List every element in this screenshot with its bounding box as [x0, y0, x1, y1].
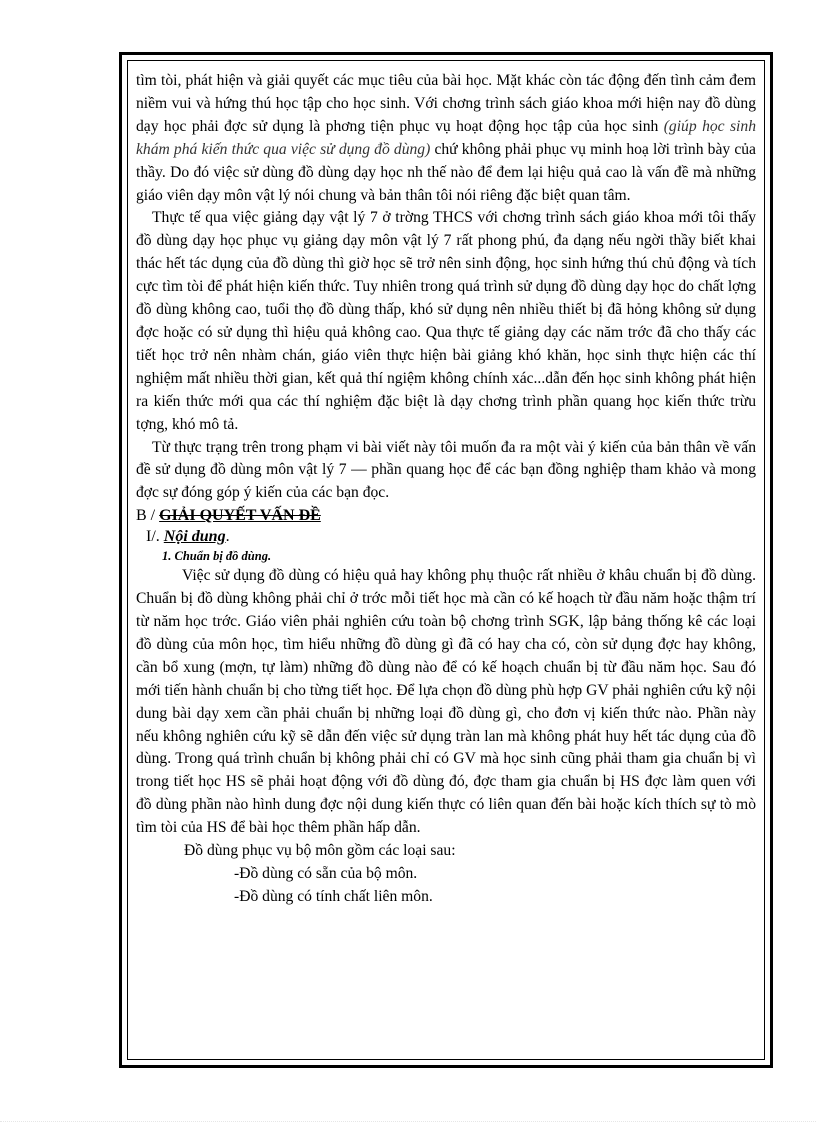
section-heading-b: B / GIẢI QUYẾT VẤN ĐỀ	[136, 507, 321, 525]
list-item: -Đồ dùng có sẵn của bộ môn.	[234, 865, 418, 882]
paragraph-reality: Thực tế qua việc giảng dạy vật lý 7 ở trờng THCS với chơng trình sách giáo khoa mới tôi thấy đồ dùng dạy học phục vụ giảng dạy môn vật lý 7 rất phong phú, đa dạng nếu ngời thầy biết khai thác hết tác dụng của đồ dùng thì giờ học sẽ trở nên sinh động, học sinh hứng thú chủ động và tích cực tìm tòi để phát hiện kiến thức. Tuy nhiên trong quá trình sử dụng đồ dùng dạy học do chất lợng đồ dùng không cao, tuổi thọ đồ dùng thấp, khó sử dụng nên nhiều thiết bị đã hỏng không sử dụng đợc hoặc có sử dụng thì hiệu quả không cao. Qua thực tế giảng dạy các năm trớc đã cho thấy các tiết học trở nên nhàm chán, giáo viên thực hiện bài giảng khó khăn, học sinh thực hiện các thí nghiệm mất nhiều thời gian, kết quả thí ngiệm không chính xác...dẫn đến học sinh không phát hiện ra kiến thức mới qua các thí nghiệm đặc biệt là dạy chơng trình phần quang học kiến thức trừu tợng, khó mô tả.	[136, 209, 756, 433]
document-body	[136, 70, 756, 909]
page-bottom-divider	[0, 1121, 816, 1122]
italic-note: (giúp học sinh khám phá kiến thức qua việc sử dụng đồ dùng)	[136, 117, 756, 158]
paragraph-purpose: Từ thực trạng trên trong phạm vi bài viết này tôi muốn đa ra một vài ý kiến của bản thân về vấn đề sử dụng đồ dùng môn vật lý 7 — phần quang học để các bạn đồng nghiệp tham khảo và mong đợc sự đóng góp ý kiến của các bạn đọc.	[136, 438, 756, 502]
subsection-heading-1: 1. Chuẩn bị đồ dùng.	[162, 549, 272, 564]
section-title-b: GIẢI QUYẾT VẤN ĐỀ	[159, 507, 321, 525]
list-intro: Đồ dùng phục vụ bộ môn gồm các loại sau:	[184, 842, 456, 860]
list-item: -Đồ dùng có tính chất liên môn.	[234, 887, 433, 905]
section-heading-i: I/. Nội dung.	[146, 528, 230, 546]
paragraph-preparation: Việc sử dụng đồ dùng có hiệu quả hay không phụ thuộc rất nhiều ở khâu chuẩn bị đồ dùng. Chuẩn bị đồ dùng không phải chỉ ở trớc mỗi tiết học mà cần có kế hoạch từ đầu năm hoặc thậm trí từ năm học trớc. Giáo viên phải nghiên cứu toàn bộ chơng trình SGK, lập bảng thống kê các loại đồ dùng của môn học, tìm hiểu những đồ dùng gì đã có hay cha có, còn sử dụng đợc hay không, cần bổ xung (mợn, tự làm) những đồ dùng nào để có kế hoạch chuẩn bị từ đầu năm học. Sau đó mới tiến hành chuẩn bị cho từng tiết học. Để lựa chọn đồ dùng phù hợp GV phải nghiên cứu kỹ nội dung bài dạy xem cần phải chuẩn bị những loại đồ dùng gì, cho đơn vị kiến thức nào. Phần này nếu không nghiên cứu kỹ sẽ dẫn đến việc sử dụng tràn lan mà không phát huy hết tác dụng của đồ dùng. Trong quá trình chuẩn bị không phải chỉ có GV mà học sinh cũng phải tham gia chuẩn bị vì trong tiết học HS sẽ phải hoạt động với đồ dùng đó, đợc tham gia chuẩn bị HS đợc làm quen với đồ dùng phần nào hình dung đợc nội dung kiến thực có liên quan đến bài hoặc kích thích sự tò mò tìm tòi của HS để bài học thêm phần hấp dẫn.	[136, 567, 756, 837]
section-title-i: Nội dung	[163, 528, 226, 546]
paragraph-intro: tìm tòi, phát hiện và giải quyết các mục tiêu của bài học. Mặt khác còn tác động đến tình cảm đem niềm vui và hứng thú học tập cho học sinh. Với chơng trình sách giáo khoa mới hiện nay đồ dùng dạy học phải đợc sử dụng là phơng tiện phục vụ hoạt động học tập của học sinh (giúp học sinh khám phá kiến thức qua việc sử dụng đồ dùng) chứ không phải phục vụ minh hoạ lời trình bày của thầy. Do đó việc sử dùng đồ dùng dạy học nh thế nào để đem lại hiệu quả cao là vấn đề mà những giáo viên dạy môn vật lý nói chung và bản thân tôi nói riêng đặc biệt quan tâm.	[136, 72, 756, 204]
